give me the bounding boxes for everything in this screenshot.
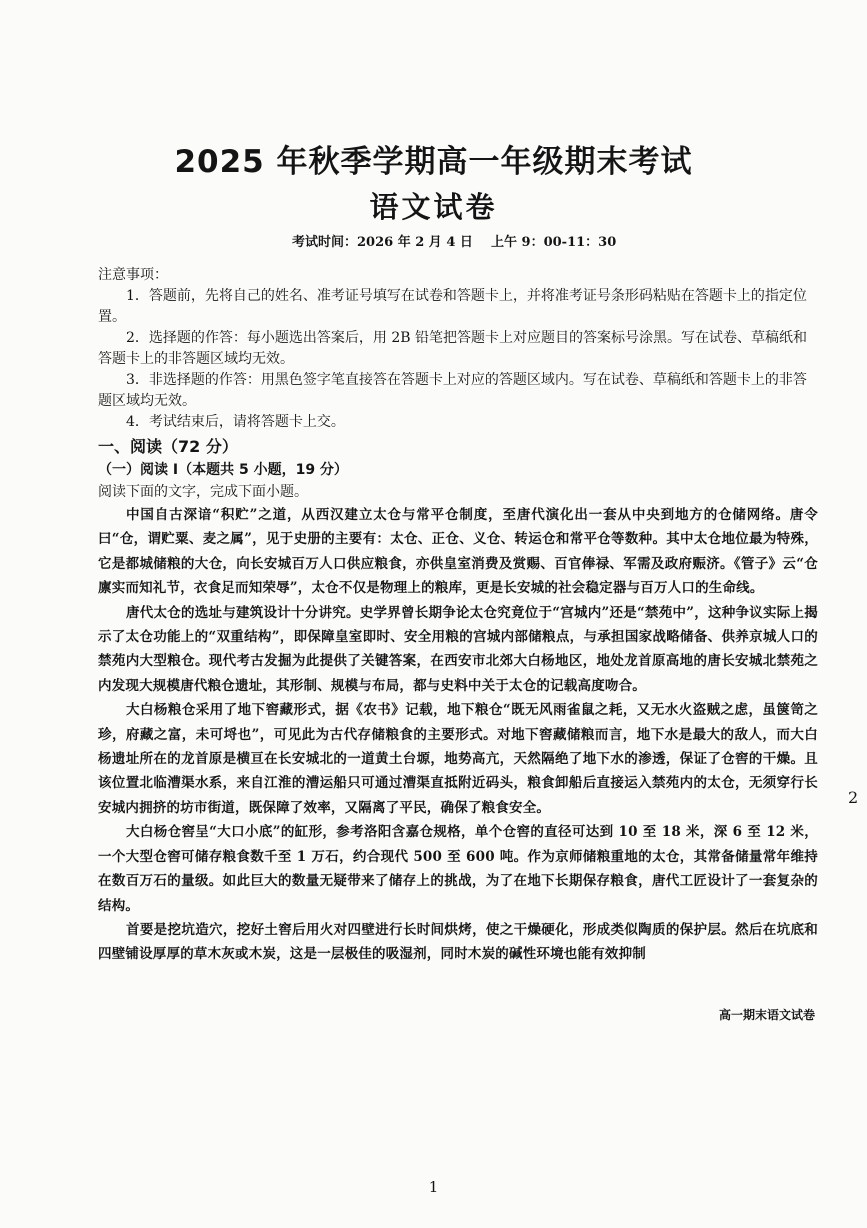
page-number: 1 [428, 1178, 439, 1196]
passage-paragraph-4: 大白杨仓窖呈“大口小底”的缸形，参考洛阳含嘉仓规格，单个仓窖的直径可达到 10 至 18 米，深 6 至 12 米，一个大型仓窖可储存粮食数千至 1 万石，约合现代 500 至 600 吨。作为京师储粮重地的太仓，其常备储量常年维持在数百万石的量级。如此巨大的数量无疑带来了储存上的挑战，为了在地下长期保存粮食，唐代工匠设计了一套复杂的结构。 [98, 824, 818, 914]
margin-number: 2 [848, 788, 859, 807]
passage-paragraph-5: 首要是挖坑造穴，挖好土窖后用火对四壁进行长时间烘烤，使之干燥硬化，形成类似陶质的保护层。然后在坑底和四壁铺设厚厚的草木灰或木炭，这是一层极佳的吸湿剂，同时木炭的碱性环境也能有效抑制 [98, 921, 818, 963]
exam-title: 2025 年秋季学期高一年级期末考试 [174, 144, 693, 180]
notice-heading: 注意事项： [98, 267, 168, 283]
notice-item-4: 4．考试结束后，请将答题卡上交。 [126, 414, 345, 430]
notice-item-3: 3．非选择题的作答：用黑色签字笔直接答在答题卡上对应的答题区域内。写在试卷、草稿纸和答题卡上的非答题区域均无效。 [98, 372, 807, 409]
section-title: 一、阅读（72 分） [98, 437, 238, 456]
exam-subtitle: 语文试卷 [369, 190, 498, 224]
passage-paragraph-3: 大白杨粮仓采用了地下窖藏形式，据《农书》记载，地下粮仓“既无风雨雀鼠之耗，又无水火盗贼之虑，虽箧笥之珍，府藏之富，未可埒也”，可见此为古代存储粮食的主要形式。对地下窖藏储粮而言，地下水是最大的敌人，而大白杨遗址所在的龙首原是横亘在长安城北的一道黄土台塬，地势高亢，天然隔绝了地下水的渗透，保证了仓窖的干燥。且该位置北临漕渠水系，来自江淮的漕运船只可通过漕渠直抵附近码头，粮食卸船后直接运入禁苑内的太仓，无须穿行长安城内拥挤的坊市街道，既保障了效率，又隔离了平民，确保了粮食安全。 [98, 702, 818, 816]
subsection-title: （一）阅读 I（本题共 5 小题，19 分） [98, 462, 348, 478]
exam-time: 考试时间：2026 年 2 月 4 日 上午 9：00-11：30 [292, 235, 617, 250]
reading-instruction: 阅读下面的文字，完成下面小题。 [98, 484, 308, 500]
passage-paragraph-1: 中国自古深谙“积贮”之道，从西汉建立太仓与常平仓制度，至唐代演化出一套从中央到地方的仓储网络。唐令曰“仓，谓贮粟、麦之属”，见于史册的主要有：太仓、正仓、义仓、转运仓和常平仓等数种。其中太仓地位最为特殊，它是都城储粮的大仓，向长安城百万人口供应粮食，亦供皇室消费及赏赐、百官俸禄、军需及政府赈济。《管子》云“仓廪实而知礼节，衣食足而知荣辱”，太仓不仅是物理上的粮库，更是长安城的社会稳定器与百万人口的生命线。 [98, 507, 818, 597]
footer-label: 高一期末语文试卷 [718, 1008, 815, 1022]
notice-block [98, 265, 820, 433]
notice-item-2: 2．选择题的作答：每小题选出答案后，用 2B 铅笔把答题卡上对应题目的答案标号涂黑。写在试卷、草稿纸和答题卡上的非答题区域均无效。 [98, 330, 808, 367]
passage-paragraph-2: 唐代太仓的选址与建筑设计十分讲究。史学界曾长期争论太仓究竟位于“宫城内”还是“禁苑中”，这种争议实际上揭示了太仓功能上的“双重结构”，即保障皇室即时、安全用粮的宫城内部储粮点，与承担国家战略储备、供养京城人口的禁苑内大型粮仓。现代考古发掘为此提供了关键答案，在西安市北郊大白杨地区，地处龙首原高地的唐长安城北禁苑之内发现大规模唐代粮仓遗址，其形制、规模与布局，都与史料中关于太仓的记载高度吻合。 [98, 604, 818, 694]
notice-item-1: 1．答题前，先将自己的姓名、准考证号填写在试卷和答题卡上，并将准考证号条形码粘贴在答题卡上的指定位置。 [98, 288, 807, 325]
reading-passage [98, 503, 818, 967]
